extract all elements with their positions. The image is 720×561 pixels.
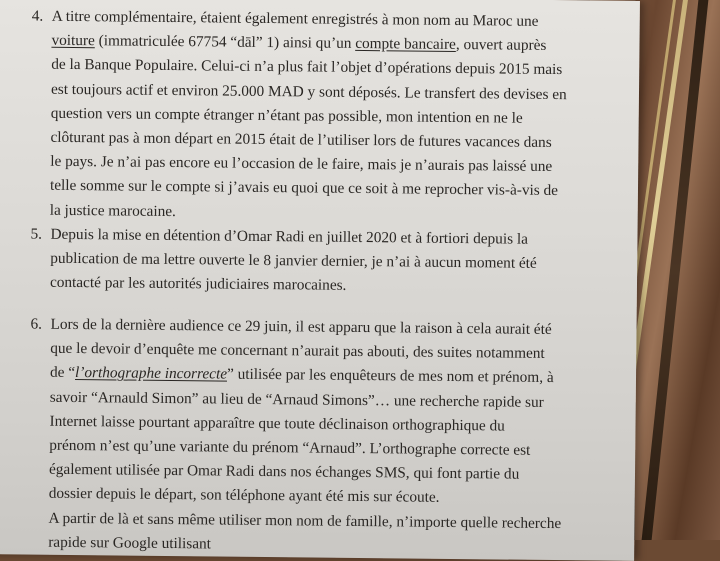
text-run: de “ — [49, 364, 76, 382]
text-run: rapide sur Google utilisant — [48, 533, 212, 553]
letter-body — [4, 0, 604, 553]
paragraph-number: 6. — [30, 315, 43, 333]
paragraph-number: 4. — [31, 7, 44, 25]
text-run: également utilisée par Omar Radi dans nos échanges SMS, qui font partie du — [48, 460, 520, 483]
numbered-paragraph-5 — [30, 223, 537, 301]
text-run: le pays. Je n’ai pas encore eu l’occasion de le faire, mais je n’aurais pas laissé une — [50, 152, 553, 176]
text-run: , ouvert auprès — [455, 36, 547, 55]
emphasized-text: voiture — [51, 31, 95, 50]
text-run: dossier depuis le départ, son téléphone ayant été mis sur écoute. — [48, 485, 440, 507]
text-run: (immatriculée 67754 “dāl” 1) ainsi qu’un — [94, 32, 356, 53]
paragraph-text — [50, 5, 568, 228]
text-run: contacté par les autorités judiciaires marocaines. — [49, 274, 347, 295]
paragraph-text — [48, 313, 563, 560]
paragraph-text — [50, 223, 537, 301]
text-run: A titre complémentaire, étaient également enregistrés à mon nom au Maroc une — [51, 7, 539, 30]
numbered-paragraph-4 — [30, 5, 568, 228]
numbered-paragraph-6 — [28, 313, 563, 561]
text-run: question vers un compte étranger n’étant pas possible, mon intention en ne le — [50, 104, 523, 127]
text-run: publication de ma lettre ouverte le 8 janvier dernier, je n’ai à aucun moment été — [50, 249, 537, 273]
paragraph-number: 5. — [30, 225, 43, 243]
text-run: la justice marocaine. — [49, 201, 176, 220]
text-run: Depuis la mise en détention d’Omar Radi en juillet 2020 et à fortiori depuis la — [50, 225, 529, 248]
text-run: Internet laisse pourtant apparaître que toute déclinaison orthographique du — [49, 412, 505, 435]
text-line — [50, 271, 537, 300]
text-run: de la Banque Populaire. Celui-ci n’a plus fait l’objet d’opérations depuis 2015 mais — [51, 56, 563, 79]
text-run: savoir “Arnauld Simon” au lieu de “Arnaud Simons”… une recherche rapide sur — [49, 388, 544, 411]
text-run: prénom n’est qu’une variante du prénom “Arnaud”. L’orthographe correcte est — [49, 436, 531, 459]
text-run: Lors de la dernière audience ce 29 juin, il est apparu que la raison à cela aurait été — [50, 315, 552, 339]
emphasized-text: l’orthographe incorrecte — [75, 364, 228, 384]
text-run: est toujours actif et environ 25.000 MAD y sont déposés. Le transfert des devises en — [50, 80, 567, 103]
text-run: ” utilisée par les enquêteurs de mes nom et prénom, à — [226, 366, 554, 387]
text-run: clôturant pas à mon départ en 2015 était de l’utiliser lors de futures vacances dans — [50, 128, 552, 152]
text-run: telle somme sur le compte si j’avais eu quoi que ce soit à me reprocher vis-à-vis de — [49, 177, 559, 200]
text-run: A partir de là et sans même utiliser mon nom de famille, n’importe quelle recherche — [48, 509, 562, 532]
emphasized-text: compte bancaire — [355, 35, 456, 54]
text-run: que le devoir d’enquête me concernant n’aurait pas abouti, des suites notamment — [50, 339, 545, 363]
